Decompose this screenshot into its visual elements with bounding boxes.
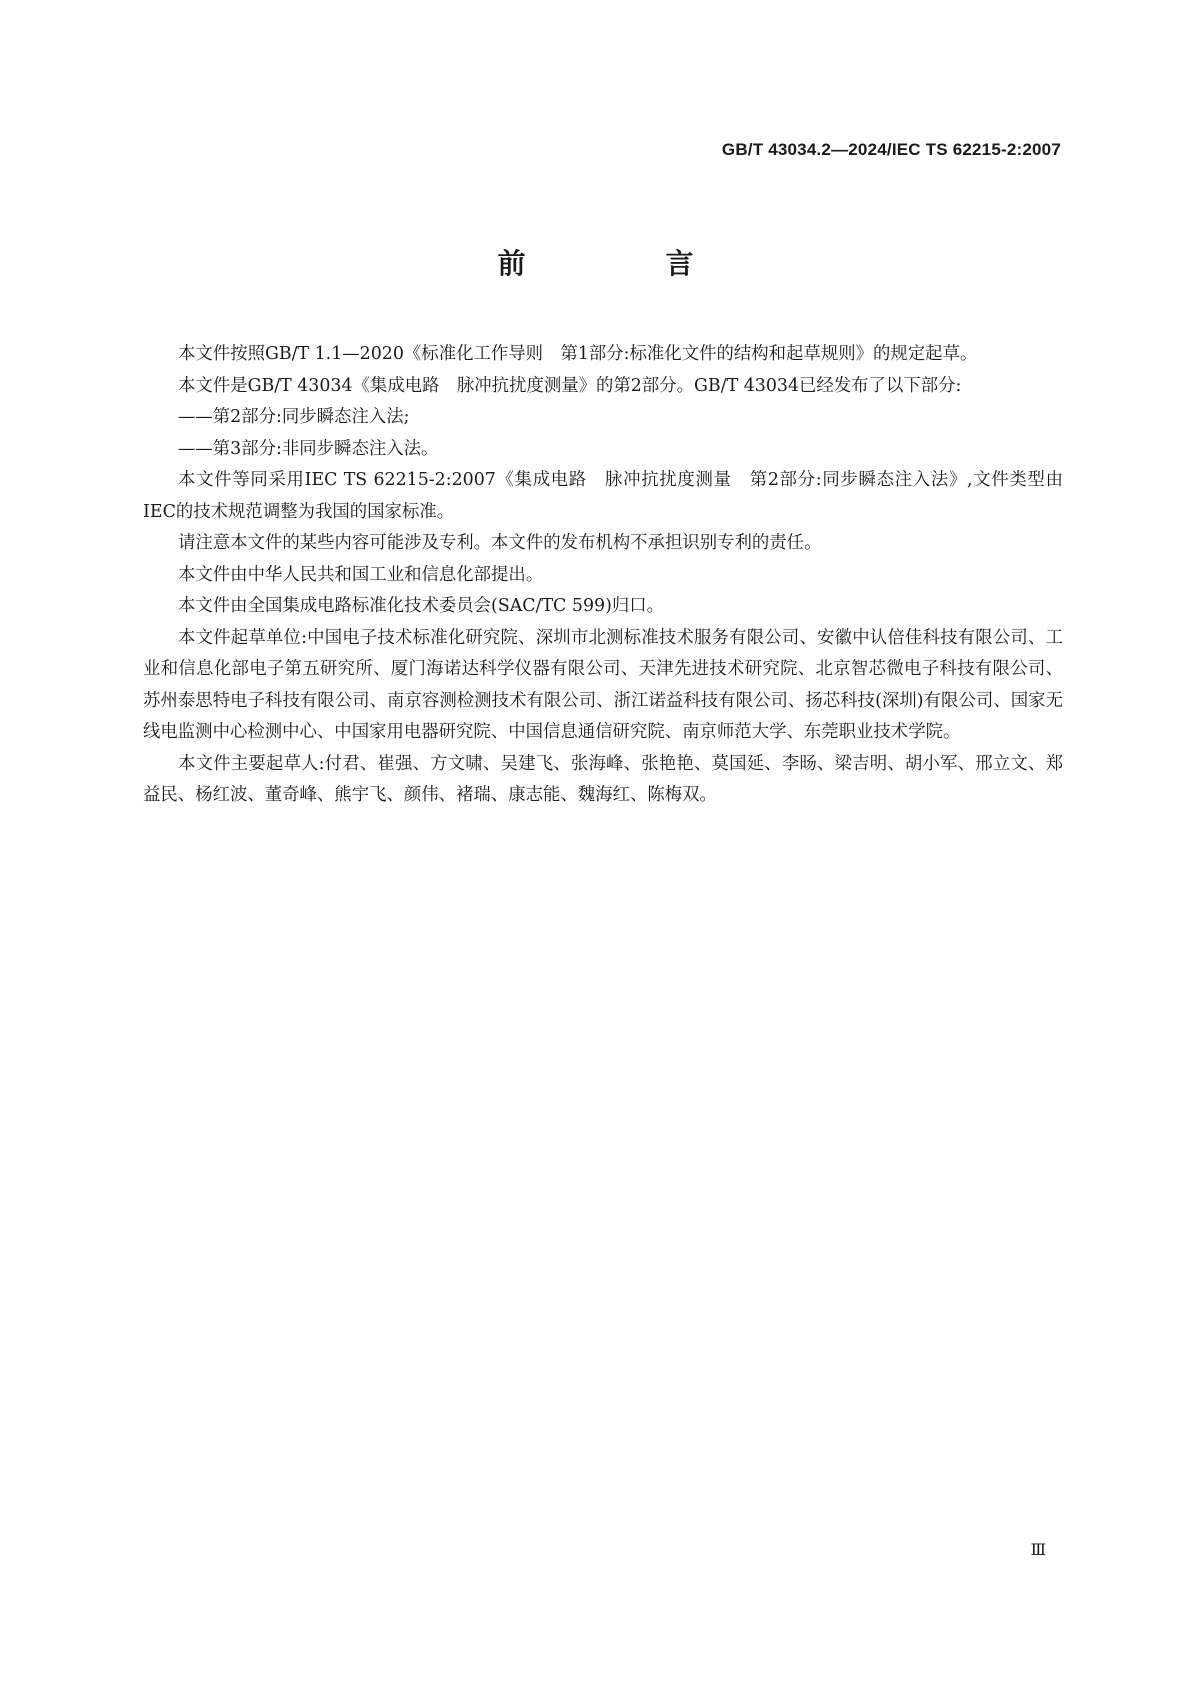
- paragraph-proposer: 本文件由中华人民共和国工业和信息化部提出。: [178, 564, 544, 585]
- paragraph-committee: 本文件由全国集成电路标准化技术委员会(SAC/TC 599)归口。: [178, 596, 665, 616]
- paragraph-series-parts: 本文件是GB/T 43034《集成电路 脉冲抗扰度测量》的第2部分。GB/T 43034已经发布了以下部分:: [178, 375, 962, 396]
- paragraph-drafting-rules: 本文件按照GB/T 1.1—2020《标准化工作导则 第1部分:标准化文件的结构和起草规则》的规定起草。: [178, 344, 978, 364]
- paragraph-drafting-units: 本文件起草单位:中国电子技术标准化研究院、深圳市北测标准技术服务有限公司、安徽中认倍佳科技有限公司、工业和信息化部电子第五研究所、厦门海诺达科学仪器有限公司、天津先进技术研究院、北京智芯微电子科技有限公司、苏州泰思特电子科技有限公司、南京容测检测技术有限公司、浙江诺益科技有限公司、扬芯科技(深圳)有限公司、国家无线电监测中心检测中心、中国家用电器研究院、中国信息通信研究院、南京师范大学、东莞职业技术学院。: [143, 627, 1063, 742]
- paragraph-patent-notice: 请注意本文件的某些内容可能涉及专利。本文件的发布机构不承担识别专利的责任。: [178, 533, 822, 553]
- standard-number-header: GB/T 43034.2—2024/IEC TS 62215-2:2007: [721, 140, 1061, 159]
- paragraph-drafters: 本文件主要起草人:付君、崔强、方文啸、吴建飞、张海峰、张艳艳、莫国延、李旸、梁吉明、胡小军、邢立文、郑益民、杨红波、董奇峰、熊宇飞、颜伟、褚瑞、康志能、魏海红、陈梅双。: [143, 753, 1063, 805]
- page-number: Ⅲ: [1030, 1540, 1046, 1559]
- list-item-part-3: ——第3部分:非同步瞬态注入法。: [178, 438, 439, 459]
- page-title: 前 言: [497, 247, 750, 280]
- paragraph-adoption: 本文件等同采用IEC TS 62215-2:2007《集成电路 脉冲抗扰度测量 第2部分:同步瞬态注入法》,文件类型由IEC的技术规范调整为我国的国家标准。: [143, 470, 1063, 522]
- list-item-part-2: ——第2部分:同步瞬态注入法;: [178, 407, 410, 427]
- foreword-body: [143, 339, 1063, 812]
